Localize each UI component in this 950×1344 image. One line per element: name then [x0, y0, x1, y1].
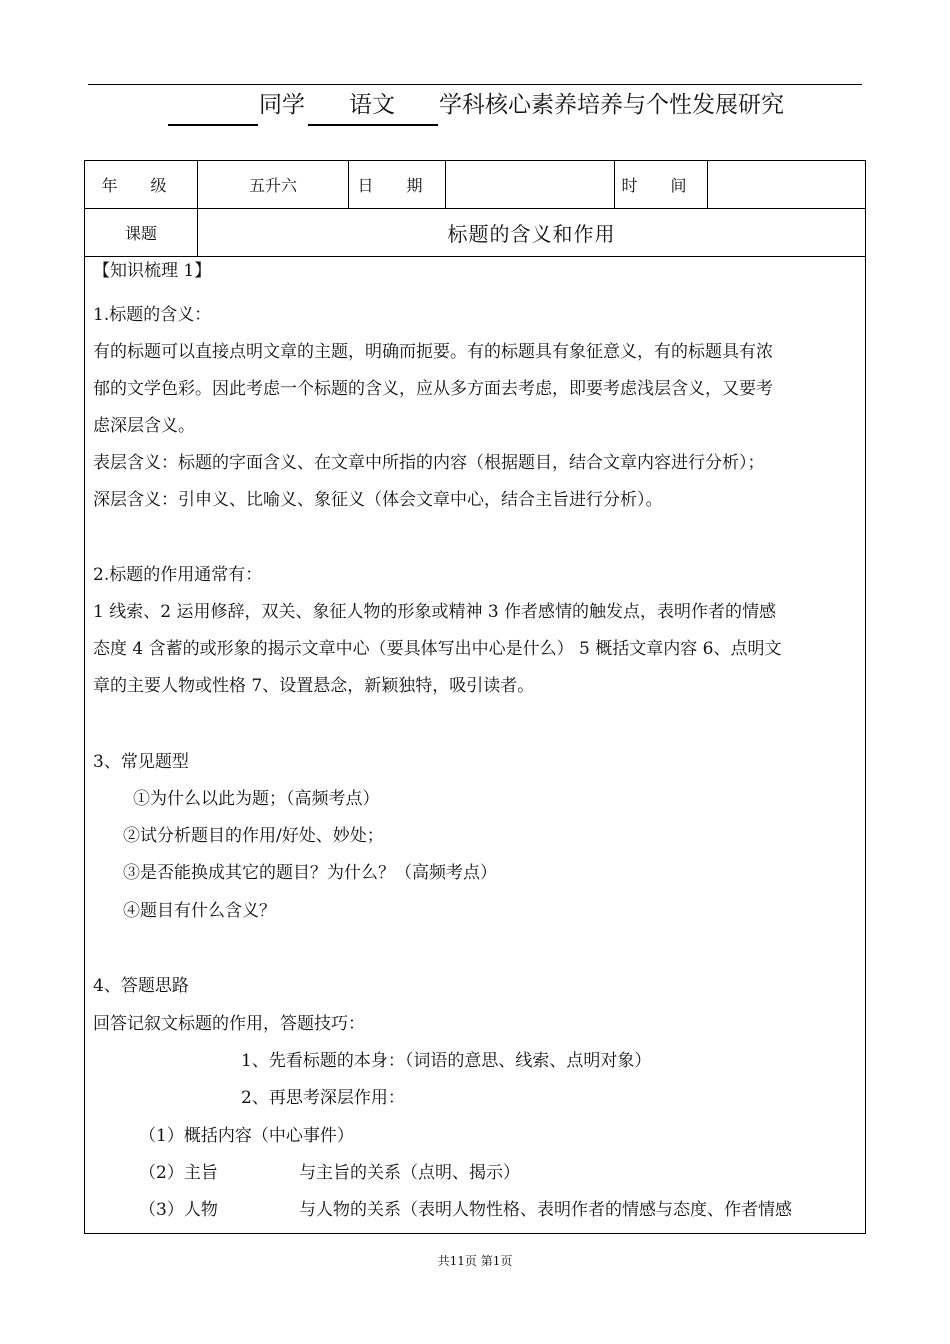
s3-question: ④题目有什么含义？: [123, 901, 276, 921]
date-value: [446, 161, 615, 209]
document-header: [0, 88, 950, 128]
content-box: [84, 254, 866, 1234]
name-blank-underline: [168, 124, 258, 126]
classmate-label: 同学: [259, 92, 305, 118]
s1-paragraph-line: 郁的文学色彩。因此考虑一个标题的含义，应从多方面去考虑，即要考虑浅层含义，又要考: [93, 379, 773, 399]
time-label: 时 间: [615, 161, 708, 209]
s4-item: （1）概括内容（中心事件）: [139, 1126, 354, 1146]
grade-value: 五升六: [198, 161, 349, 209]
s1-surface-meaning: 表层含义：标题的字面含义、在文章中所指的内容（根据题目，结合文章内容进行分析）；: [93, 453, 765, 473]
date-label: 日 期: [349, 161, 446, 209]
s2-line: 态度 4 含蓄的或形象的揭示文章中心（要具体写出中心是什么） 5 概括文章内容 6、点明文: [93, 639, 782, 659]
s1-deep-meaning: 深层含义：引申义、比喻义、象征义（体会文章中心，结合主旨进行分析）。: [93, 490, 663, 510]
topic-value: 标题的含义和作用: [198, 209, 866, 257]
s3-question: ①为什么以此为题；（高频考点）: [133, 789, 380, 809]
page-footer: 共11页 第1页: [437, 1254, 513, 1268]
s4-step: 2、再思考深层作用：: [241, 1088, 405, 1108]
subject-underline: [308, 124, 438, 126]
s2-title: 2.标题的作用通常有：: [93, 565, 263, 585]
lesson-info-table: [84, 160, 866, 257]
s3-question: ③是否能换成其它的题目？为什么？（高频考点）: [123, 863, 497, 883]
topic-row: [85, 209, 866, 257]
header-top-rule: [88, 84, 862, 85]
document-title: 学科核心素养培养与个性发展研究: [439, 92, 784, 118]
s4-item-desc: 与人物的关系（表明人物性格、表明作者的情感与态度、作者情感: [299, 1200, 792, 1220]
s4-item-label: （3）人物: [139, 1200, 218, 1220]
s3-question: ②试分析题目的作用/好处、妙处；: [123, 826, 384, 846]
s2-line: 章的主要人物或性格 7、设置悬念，新颖独特，吸引读者。: [93, 676, 535, 696]
grade-label: 年 级: [85, 161, 198, 209]
subject-name: 语文: [349, 92, 395, 118]
section-heading: 【知识梳理 1】: [93, 261, 212, 281]
s1-title: 1.标题的含义：: [93, 305, 212, 325]
topic-label: 课题: [85, 209, 198, 257]
time-value: [708, 161, 866, 209]
s2-line: 1 线索、2 运用修辞，双关、象征人物的形象或精神 3 作者感情的触发点，表明作者的情感: [93, 602, 777, 622]
info-row: [85, 161, 866, 209]
s1-paragraph-line: 虑深层含义。: [93, 416, 195, 436]
s4-title: 4、答题思路: [93, 976, 189, 996]
s3-title: 3、常见题型: [93, 752, 189, 772]
s1-paragraph-line: 有的标题可以直接点明文章的主题，明确而扼要。有的标题具有象征意义，有的标题具有浓: [93, 342, 773, 362]
s4-item-desc: 与主旨的关系（点明、揭示）: [299, 1163, 520, 1183]
s4-step: 1、先看标题的本身：（词语的意思、线索、点明对象）: [241, 1051, 652, 1071]
s4-item-label: （2）主旨: [139, 1163, 218, 1183]
s4-intro: 回答记叙文标题的作用，答题技巧：: [93, 1014, 365, 1034]
